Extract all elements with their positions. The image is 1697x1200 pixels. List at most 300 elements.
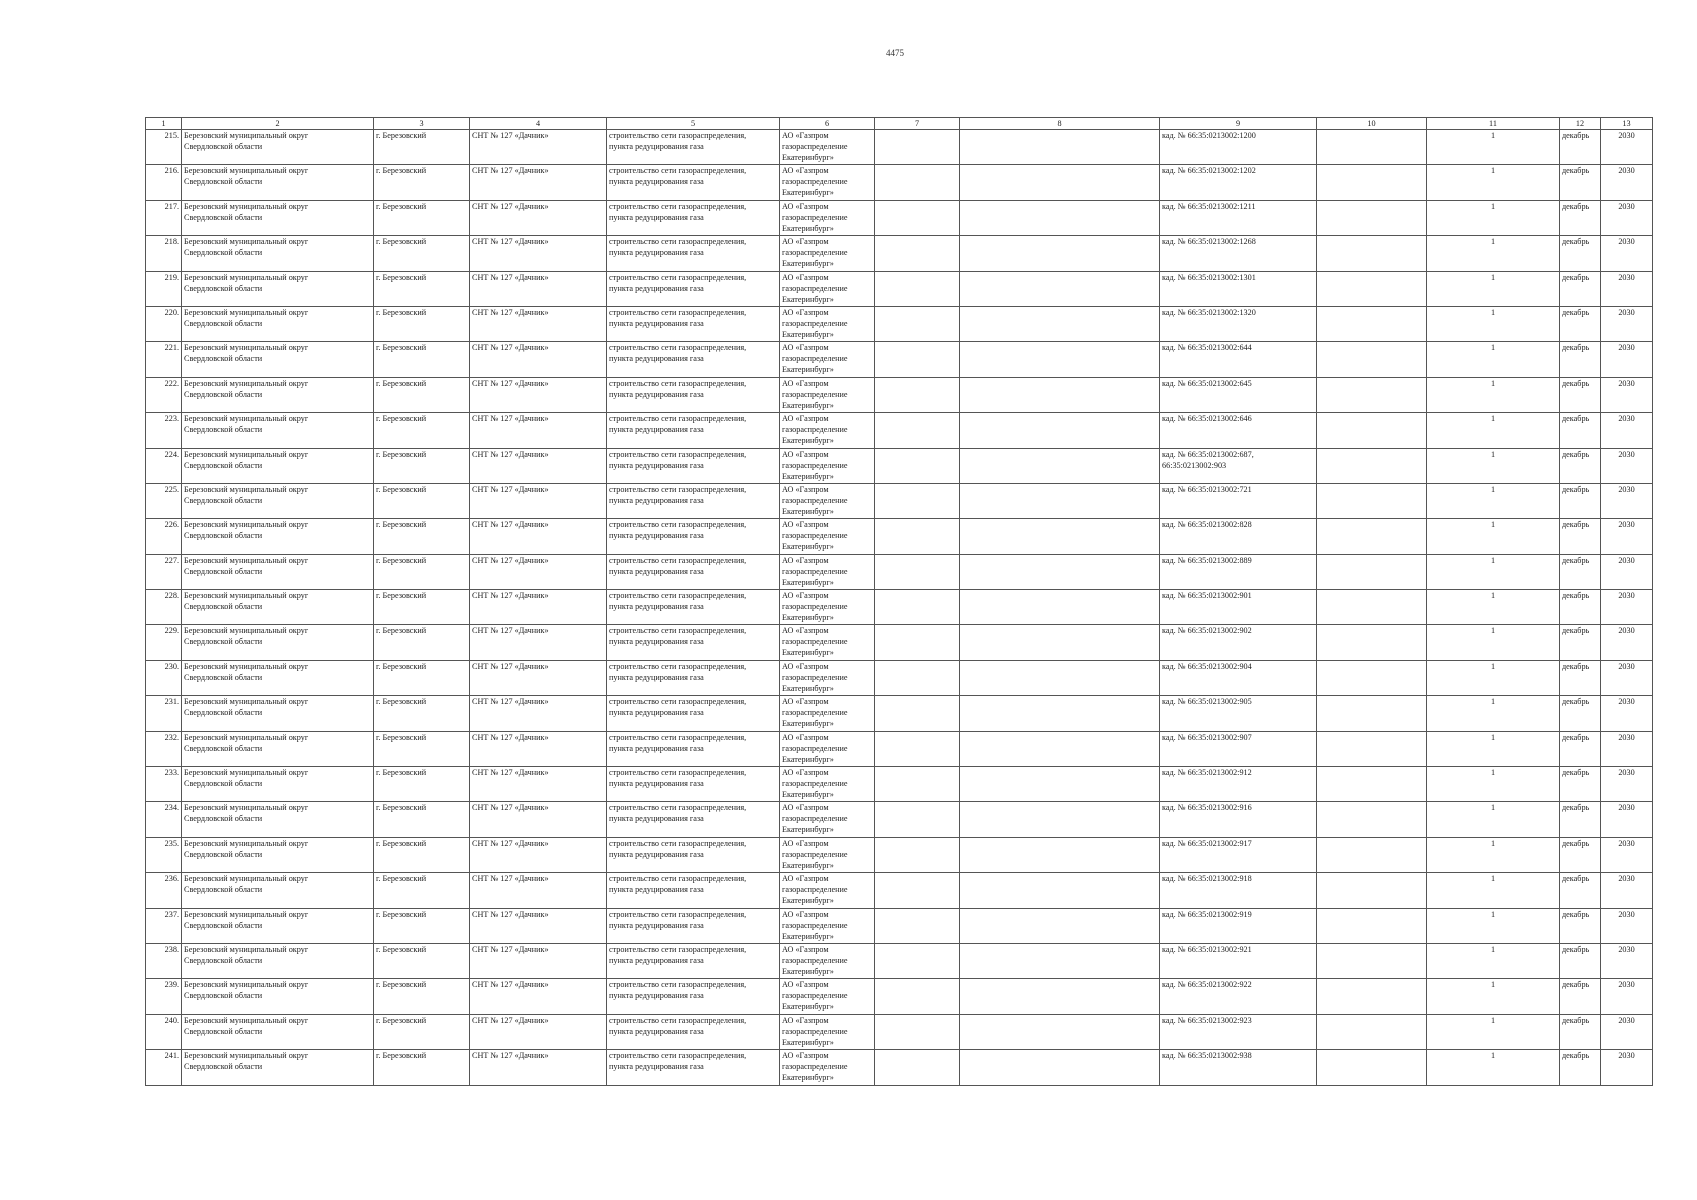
column-8-cell (960, 1014, 1160, 1049)
municipality-cell-line: Свердловской области (184, 1062, 263, 1072)
month-cell: декабрь (1560, 448, 1601, 483)
row-number-cell: 237. (146, 908, 182, 943)
organization-cell-line: Екатеринбург» (782, 471, 834, 481)
cadastral-number-cell-line: кад. № 66:35:0213002:905 (1162, 697, 1252, 707)
cadastral-number-cell-line: кад. № 66:35:0213002:1268 (1162, 237, 1256, 247)
column-10-cell (1317, 342, 1427, 377)
cadastral-number-cell-line: кад. № 66:35:0213002:938 (1162, 1051, 1252, 1061)
table-row (146, 802, 1653, 837)
work-description-cell-line: строительство сети газораспределения, (609, 449, 747, 459)
municipality-cell (182, 342, 374, 377)
work-description-cell-line: пункта редуцирования газа (609, 142, 704, 151)
organization-cell-line: газораспределение (782, 212, 848, 222)
work-description-cell-line: пункта редуцирования газа (609, 389, 704, 399)
organization-cell-line: Екатеринбург» (782, 506, 834, 516)
cadastral-number-cell (1160, 377, 1317, 412)
cadastral-number-cell (1160, 696, 1317, 731)
quantity-cell: 1 (1427, 908, 1560, 943)
work-description-cell (607, 1050, 780, 1085)
snt-cell: СНТ № 127 «Дачник» (470, 590, 607, 625)
row-number-cell: 221. (146, 342, 182, 377)
work-description-cell (607, 448, 780, 483)
snt-cell: СНТ № 127 «Дачник» (470, 342, 607, 377)
municipality-cell-line: Березовский муниципальный округ (184, 1015, 309, 1025)
cadastral-number-cell (1160, 130, 1317, 165)
work-description-cell-line: пункта редуцирования газа (609, 177, 704, 187)
work-description-cell-line: строительство сети газораспределения, (609, 909, 747, 919)
table-row (146, 130, 1653, 165)
quantity-cell: 1 (1427, 413, 1560, 448)
work-description-cell-line: пункта редуцирования газа (609, 920, 704, 930)
work-description-cell-line: пункта редуцирования газа (609, 495, 704, 505)
snt-cell: СНТ № 127 «Дачник» (470, 200, 607, 235)
page-number: 4475 (886, 48, 904, 58)
work-description-cell (607, 1014, 780, 1049)
municipality-cell-line: Березовский муниципальный округ (184, 449, 309, 459)
column-header: 3 (374, 118, 470, 130)
organization-cell (780, 519, 875, 554)
cadastral-number-cell-line: кад. № 66:35:0213002:921 (1162, 944, 1252, 954)
month-cell: декабрь (1560, 271, 1601, 306)
city-cell: г. Березовский (374, 731, 470, 766)
organization-cell-line: АО «Газпром (782, 201, 829, 211)
city-cell: г. Березовский (374, 200, 470, 235)
table-row (146, 200, 1653, 235)
work-description-cell (607, 873, 780, 908)
organization-cell-line: газораспределение (782, 637, 848, 647)
work-description-cell (607, 943, 780, 978)
column-10-cell (1317, 802, 1427, 837)
quantity-cell: 1 (1427, 200, 1560, 235)
municipality-cell-line: Свердловской области (184, 991, 263, 1001)
work-description-cell-line: строительство сети газораспределения, (609, 484, 747, 494)
municipality-cell-line: Свердловской области (184, 885, 263, 895)
municipality-cell-line: Березовский муниципальный округ (184, 237, 309, 247)
work-description-cell-line: пункта редуцирования газа (609, 743, 704, 753)
column-header: 7 (875, 118, 960, 130)
column-8-cell (960, 200, 1160, 235)
organization-cell-line: Екатеринбург» (782, 1073, 834, 1083)
row-number-cell: 220. (146, 306, 182, 341)
city-cell: г. Березовский (374, 413, 470, 448)
column-8-cell (960, 236, 1160, 271)
table-body (146, 130, 1653, 1086)
month-cell: декабрь (1560, 377, 1601, 412)
work-description-cell-line: строительство сети газораспределения, (609, 944, 747, 954)
organization-cell (780, 731, 875, 766)
work-description-cell-line: строительство сети газораспределения, (609, 131, 747, 140)
quantity-cell: 1 (1427, 271, 1560, 306)
work-description-cell-line: строительство сети газораспределения, (609, 591, 747, 601)
year-cell: 2030 (1601, 943, 1653, 978)
organization-cell (780, 979, 875, 1014)
row-number-cell: 235. (146, 837, 182, 872)
organization-cell-line: АО «Газпром (782, 449, 829, 459)
work-description-cell-line: пункта редуцирования газа (609, 283, 704, 293)
organization-cell (780, 943, 875, 978)
cadastral-number-cell-line: кад. № 66:35:0213002:918 (1162, 874, 1252, 884)
month-cell: декабрь (1560, 979, 1601, 1014)
column-7-cell (875, 200, 960, 235)
row-number-cell: 240. (146, 1014, 182, 1049)
snt-cell: СНТ № 127 «Дачник» (470, 908, 607, 943)
column-header: 6 (780, 118, 875, 130)
cadastral-number-cell (1160, 306, 1317, 341)
column-10-cell (1317, 590, 1427, 625)
row-number-cell: 227. (146, 554, 182, 589)
municipality-cell-line: Березовский муниципальный округ (184, 201, 309, 211)
cadastral-number-cell-line: кад. № 66:35:0213002:1320 (1162, 307, 1256, 317)
city-cell: г. Березовский (374, 165, 470, 200)
city-cell: г. Березовский (374, 590, 470, 625)
municipality-cell (182, 979, 374, 1014)
cadastral-number-cell (1160, 519, 1317, 554)
snt-cell: СНТ № 127 «Дачник» (470, 554, 607, 589)
row-number-cell: 224. (146, 448, 182, 483)
work-description-cell-line: строительство сети газораспределения, (609, 307, 747, 317)
organization-cell-line: газораспределение (782, 248, 848, 258)
cadastral-number-cell (1160, 873, 1317, 908)
work-description-cell (607, 767, 780, 802)
organization-cell (780, 413, 875, 448)
municipality-cell (182, 271, 374, 306)
column-7-cell (875, 413, 960, 448)
organization-cell (780, 271, 875, 306)
column-7-cell (875, 731, 960, 766)
organization-cell-line: АО «Газпром (782, 1051, 829, 1061)
column-8-cell (960, 696, 1160, 731)
row-number-cell: 231. (146, 696, 182, 731)
column-8-cell (960, 519, 1160, 554)
row-number-cell: 234. (146, 802, 182, 837)
work-description-cell (607, 908, 780, 943)
work-description-cell-line: строительство сети газораспределения, (609, 697, 747, 707)
municipality-cell (182, 200, 374, 235)
snt-cell: СНТ № 127 «Дачник» (470, 448, 607, 483)
organization-cell (780, 483, 875, 518)
municipality-cell (182, 660, 374, 695)
year-cell: 2030 (1601, 696, 1653, 731)
work-description-cell-line: пункта редуцирования газа (609, 566, 704, 576)
cadastral-number-cell (1160, 413, 1317, 448)
municipality-cell-line: Свердловской области (184, 354, 263, 364)
cadastral-number-cell-line: кад. № 66:35:0213002:922 (1162, 980, 1252, 990)
year-cell: 2030 (1601, 165, 1653, 200)
organization-cell-line: Екатеринбург» (782, 790, 834, 800)
municipality-cell (182, 1050, 374, 1085)
month-cell: декабрь (1560, 1050, 1601, 1085)
table-row (146, 448, 1653, 483)
organization-cell-line: АО «Газпром (782, 732, 829, 742)
month-cell: декабрь (1560, 413, 1601, 448)
quantity-cell: 1 (1427, 873, 1560, 908)
municipality-cell (182, 837, 374, 872)
cadastral-number-cell-line: кад. № 66:35:0213002:904 (1162, 661, 1252, 671)
organization-cell-line: газораспределение (782, 531, 848, 541)
municipality-cell (182, 767, 374, 802)
work-description-cell (607, 696, 780, 731)
organization-cell (780, 554, 875, 589)
cadastral-number-cell (1160, 625, 1317, 660)
month-cell: декабрь (1560, 908, 1601, 943)
city-cell: г. Березовский (374, 448, 470, 483)
work-description-cell-line: строительство сети газораспределения, (609, 1015, 747, 1025)
municipality-cell-line: Свердловской области (184, 779, 263, 789)
column-10-cell (1317, 625, 1427, 660)
organization-cell-line: АО «Газпром (782, 591, 829, 601)
organization-cell-line: Екатеринбург» (782, 365, 834, 375)
municipality-cell (182, 590, 374, 625)
work-description-cell-line: строительство сети газораспределения, (609, 803, 747, 813)
municipality-cell (182, 908, 374, 943)
column-8-cell (960, 943, 1160, 978)
municipality-cell-line: Березовский муниципальный округ (184, 272, 309, 282)
snt-cell: СНТ № 127 «Дачник» (470, 943, 607, 978)
municipality-cell-line: Свердловской области (184, 177, 263, 187)
work-description-cell (607, 660, 780, 695)
column-8-cell (960, 483, 1160, 518)
work-description-cell-line: строительство сети газораспределения, (609, 201, 747, 211)
organization-cell-line: Екатеринбург» (782, 577, 834, 587)
city-cell: г. Березовский (374, 837, 470, 872)
cadastral-number-cell (1160, 802, 1317, 837)
column-header: 11 (1427, 118, 1560, 130)
organization-cell-line: Екатеринбург» (782, 542, 834, 552)
column-7-cell (875, 342, 960, 377)
work-description-cell (607, 837, 780, 872)
snt-cell: СНТ № 127 «Дачник» (470, 271, 607, 306)
municipality-cell-line: Березовский муниципальный округ (184, 414, 309, 424)
column-8-cell (960, 908, 1160, 943)
work-description-cell (607, 483, 780, 518)
organization-cell-line: Екатеринбург» (782, 825, 834, 835)
organization-cell-line: АО «Газпром (782, 980, 829, 990)
quantity-cell: 1 (1427, 1014, 1560, 1049)
work-description-cell-line: пункта редуцирования газа (609, 318, 704, 328)
column-7-cell (875, 1014, 960, 1049)
organization-cell-line: АО «Газпром (782, 661, 829, 671)
quantity-cell: 1 (1427, 943, 1560, 978)
municipality-cell-line: Березовский муниципальный округ (184, 803, 309, 813)
quantity-cell: 1 (1427, 377, 1560, 412)
quantity-cell: 1 (1427, 625, 1560, 660)
column-8-cell (960, 1050, 1160, 1085)
city-cell: г. Березовский (374, 554, 470, 589)
quantity-cell: 1 (1427, 448, 1560, 483)
municipality-cell-line: Свердловской области (184, 425, 263, 435)
city-cell: г. Березовский (374, 943, 470, 978)
column-7-cell (875, 236, 960, 271)
municipality-cell-line: Свердловской области (184, 495, 263, 505)
quantity-cell: 1 (1427, 554, 1560, 589)
snt-cell: СНТ № 127 «Дачник» (470, 519, 607, 554)
organization-cell-line: газораспределение (782, 1026, 848, 1036)
work-description-cell-line: пункта редуцирования газа (609, 212, 704, 222)
column-8-cell (960, 165, 1160, 200)
column-7-cell (875, 660, 960, 695)
organization-cell-line: газораспределение (782, 849, 848, 859)
municipality-cell-line: Свердловской области (184, 248, 263, 258)
cadastral-number-cell-line: кад. № 66:35:0213002:687, (1162, 449, 1254, 459)
organization-cell-line: Екатеринбург» (782, 259, 834, 269)
year-cell: 2030 (1601, 306, 1653, 341)
cadastral-number-cell (1160, 342, 1317, 377)
organization-cell (780, 767, 875, 802)
row-number-cell: 241. (146, 1050, 182, 1085)
column-10-cell (1317, 554, 1427, 589)
table-row (146, 519, 1653, 554)
municipality-cell-line: Свердловской области (184, 602, 263, 612)
column-10-cell (1317, 165, 1427, 200)
column-7-cell (875, 306, 960, 341)
organization-cell-line: АО «Газпром (782, 343, 829, 353)
column-7-cell (875, 696, 960, 731)
cadastral-number-cell (1160, 1014, 1317, 1049)
organization-cell (780, 873, 875, 908)
column-7-cell (875, 908, 960, 943)
work-description-cell (607, 554, 780, 589)
organization-cell-line: АО «Газпром (782, 237, 829, 247)
work-description-cell (607, 271, 780, 306)
organization-cell-line: Екатеринбург» (782, 436, 834, 446)
column-header: 8 (960, 118, 1160, 130)
city-cell: г. Березовский (374, 519, 470, 554)
cadastral-number-cell-line: кад. № 66:35:0213002:1200 (1162, 131, 1256, 140)
snt-cell: СНТ № 127 «Дачник» (470, 837, 607, 872)
organization-cell-line: Екатеринбург» (782, 683, 834, 693)
row-number-cell: 239. (146, 979, 182, 1014)
column-header: 2 (182, 118, 374, 130)
snt-cell: СНТ № 127 «Дачник» (470, 625, 607, 660)
row-number-cell: 218. (146, 236, 182, 271)
municipality-cell-line: Березовский муниципальный округ (184, 591, 309, 601)
municipality-cell-line: Березовский муниципальный округ (184, 732, 309, 742)
organization-cell-line: Екатеринбург» (782, 719, 834, 729)
quantity-cell: 1 (1427, 979, 1560, 1014)
month-cell: декабрь (1560, 696, 1601, 731)
year-cell: 2030 (1601, 413, 1653, 448)
municipality-cell (182, 519, 374, 554)
municipality-cell-line: Свердловской области (184, 743, 263, 753)
quantity-cell: 1 (1427, 837, 1560, 872)
work-description-cell-line: строительство сети газораспределения, (609, 414, 747, 424)
column-8-cell (960, 342, 1160, 377)
cadastral-number-cell-line: кад. № 66:35:0213002:1301 (1162, 272, 1256, 282)
column-8-cell (960, 625, 1160, 660)
municipality-cell-line: Березовский муниципальный округ (184, 131, 309, 140)
city-cell: г. Березовский (374, 483, 470, 518)
organization-cell-line: газораспределение (782, 354, 848, 364)
column-10-cell (1317, 696, 1427, 731)
column-10-cell (1317, 306, 1427, 341)
organization-cell (780, 1050, 875, 1085)
table-row (146, 660, 1653, 695)
organization-cell-line: Екатеринбург» (782, 1002, 834, 1012)
column-header: 12 (1560, 118, 1601, 130)
cadastral-number-cell (1160, 483, 1317, 518)
work-description-cell (607, 165, 780, 200)
municipality-cell (182, 483, 374, 518)
month-cell: декабрь (1560, 767, 1601, 802)
column-7-cell (875, 130, 960, 165)
municipality-cell-line: Свердловской области (184, 566, 263, 576)
organization-cell-line: газораспределение (782, 885, 848, 895)
table-row (146, 306, 1653, 341)
organization-cell-line: Екатеринбург» (782, 153, 834, 162)
row-number-cell: 229. (146, 625, 182, 660)
organization-cell-line: АО «Газпром (782, 272, 829, 282)
municipality-cell-line: Березовский муниципальный округ (184, 661, 309, 671)
quantity-cell: 1 (1427, 802, 1560, 837)
year-cell: 2030 (1601, 873, 1653, 908)
organization-cell-line: газораспределение (782, 177, 848, 187)
organization-cell-line: АО «Газпром (782, 520, 829, 530)
snt-cell: СНТ № 127 «Дачник» (470, 306, 607, 341)
organization-cell-line: АО «Газпром (782, 1015, 829, 1025)
cadastral-number-cell-line: кад. № 66:35:0213002:912 (1162, 768, 1252, 778)
city-cell: г. Березовский (374, 873, 470, 908)
column-8-cell (960, 802, 1160, 837)
month-cell: декабрь (1560, 943, 1601, 978)
organization-cell-line: Екатеринбург» (782, 896, 834, 906)
work-description-cell-line: пункта редуцирования газа (609, 637, 704, 647)
month-cell: декабрь (1560, 306, 1601, 341)
year-cell: 2030 (1601, 377, 1653, 412)
cadastral-number-cell-line: кад. № 66:35:0213002:917 (1162, 838, 1252, 848)
table-row (146, 483, 1653, 518)
row-number-cell: 238. (146, 943, 182, 978)
organization-cell (780, 165, 875, 200)
month-cell: декабрь (1560, 731, 1601, 766)
column-header: 5 (607, 118, 780, 130)
column-7-cell (875, 802, 960, 837)
column-7-cell (875, 1050, 960, 1085)
row-number-cell: 232. (146, 731, 182, 766)
cadastral-number-cell (1160, 554, 1317, 589)
work-description-cell-line: строительство сети газораспределения, (609, 980, 747, 990)
work-description-cell-line: строительство сети газораспределения, (609, 343, 747, 353)
row-number-cell: 226. (146, 519, 182, 554)
column-8-cell (960, 130, 1160, 165)
column-8-cell (960, 306, 1160, 341)
column-7-cell (875, 590, 960, 625)
column-7-cell (875, 165, 960, 200)
organization-cell-line: АО «Газпром (782, 131, 829, 140)
column-10-cell (1317, 660, 1427, 695)
organization-cell (780, 908, 875, 943)
cadastral-number-cell (1160, 908, 1317, 943)
column-10-cell (1317, 837, 1427, 872)
municipality-cell (182, 696, 374, 731)
year-cell: 2030 (1601, 837, 1653, 872)
year-cell: 2030 (1601, 200, 1653, 235)
column-header: 10 (1317, 118, 1427, 130)
column-7-cell (875, 519, 960, 554)
row-number-cell: 216. (146, 165, 182, 200)
column-10-cell (1317, 130, 1427, 165)
cadastral-number-cell (1160, 943, 1317, 978)
city-cell: г. Березовский (374, 625, 470, 660)
column-7-cell (875, 554, 960, 589)
municipality-cell-line: Березовский муниципальный округ (184, 484, 309, 494)
year-cell: 2030 (1601, 590, 1653, 625)
quantity-cell: 1 (1427, 590, 1560, 625)
month-cell: декабрь (1560, 165, 1601, 200)
work-description-cell (607, 377, 780, 412)
organization-cell-line: Екатеринбург» (782, 223, 834, 233)
organization-cell-line: газораспределение (782, 283, 848, 293)
organization-cell (780, 200, 875, 235)
